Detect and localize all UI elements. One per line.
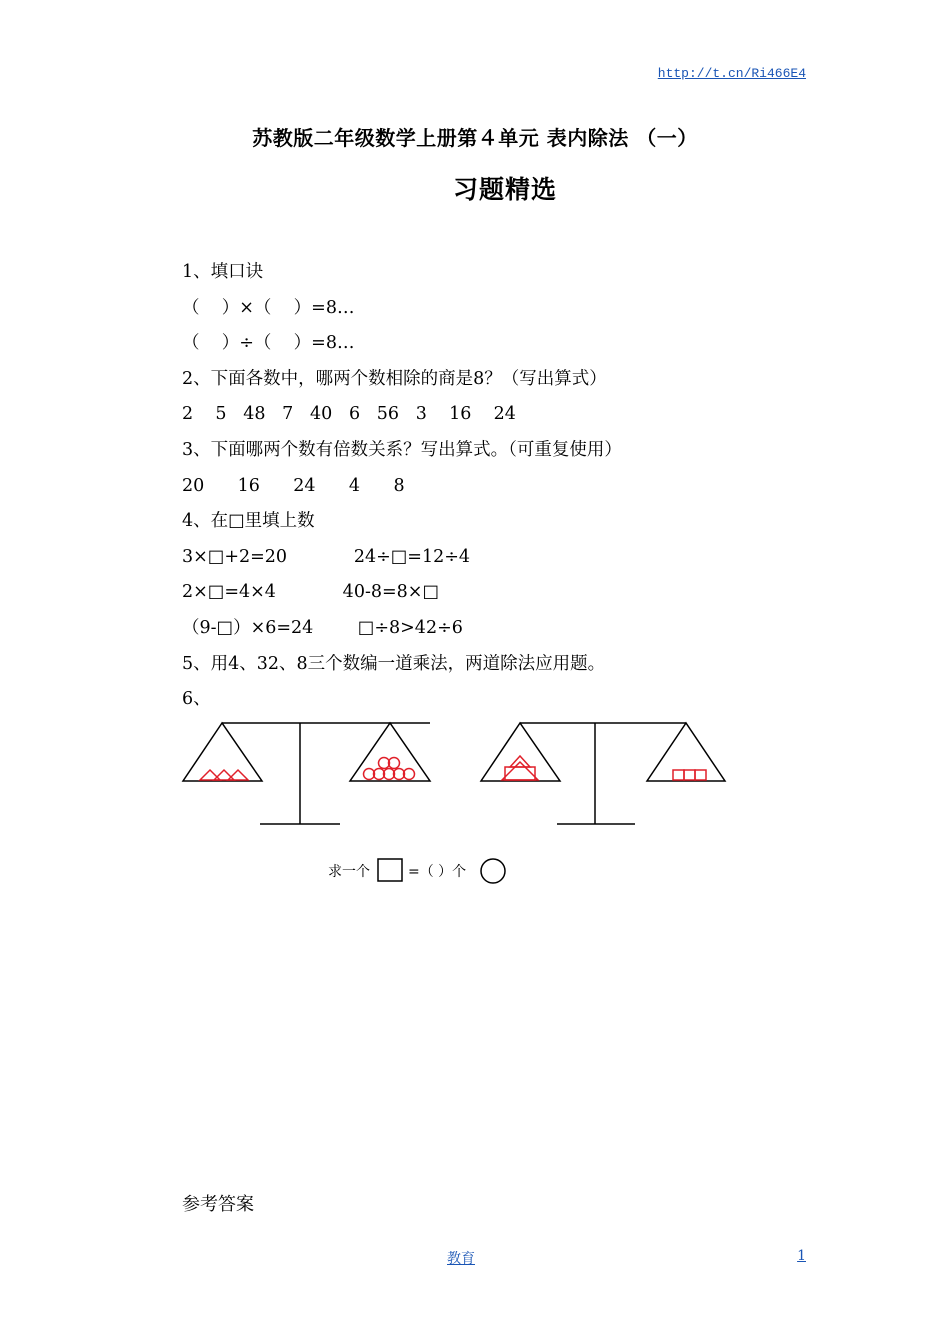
question-6-heading: 6、 xyxy=(182,689,211,710)
question-4-row-3: （9-□）×6=24 □÷8>42÷6 xyxy=(182,617,463,638)
balance-scale-right xyxy=(481,723,725,824)
header-link[interactable]: http://t.cn/Ri466E4 xyxy=(657,66,806,81)
question-1-line-2: （ ）÷（ ）=8… xyxy=(182,333,355,354)
triangles-group xyxy=(200,770,248,780)
question-4-heading: 4、在□里填上数 xyxy=(182,511,315,532)
question-3-heading: 3、下面哪两个数有倍数关系？写出算式。（可重复使用） xyxy=(182,439,622,460)
question-5: 5、用4、32、8三个数编一道乘法，两道除法应用题。 xyxy=(182,653,606,674)
question-2-numbers: 2 5 48 7 40 6 56 3 16 24 xyxy=(182,404,516,425)
circles-group xyxy=(364,758,415,780)
question-1-line-1: （ ）×（ ）=8… xyxy=(182,297,355,318)
triangle-square-group xyxy=(502,756,538,780)
question-4-row-2: 2×□=4×4 40-8=8×□ xyxy=(182,582,439,603)
circle-symbol xyxy=(481,859,505,883)
question-2-heading: 2、下面各数中，哪两个数相除的商是8？（写出算式） xyxy=(182,368,607,389)
answers-heading: 参考答案 xyxy=(182,1194,254,1215)
question-1-heading: 1、填口诀 xyxy=(182,262,264,282)
question-4-row-1: 3×□+2=20 24÷□=12÷4 xyxy=(182,546,471,567)
squares-group xyxy=(673,770,706,780)
page-title: 苏教版二年级数学上册第４单元 表内除法 （一） xyxy=(252,126,698,150)
page-number: 1 xyxy=(797,1248,806,1264)
page-subtitle: 习题精选 xyxy=(452,175,557,204)
balance-scales-figure xyxy=(180,718,740,893)
figure-question-prefix: 求一个 xyxy=(328,864,370,880)
figure-question-middle: =（ ）个 xyxy=(408,864,467,880)
exercise-list xyxy=(182,257,822,720)
square-symbol xyxy=(378,859,402,881)
footer-link[interactable]: 教育 xyxy=(447,1251,475,1267)
question-3-numbers: 20 16 24 4 8 xyxy=(182,475,405,496)
